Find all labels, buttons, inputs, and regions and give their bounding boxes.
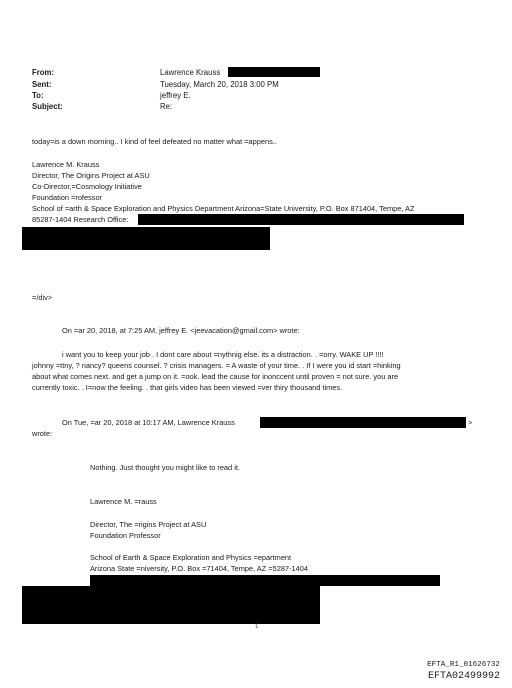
quote1-line: currently toxic. . I=now the feeling. . that girls video has been viewed =ver thiry thousand times.: [32, 383, 343, 392]
sig1-line: 85287-1404 Research Office:: [32, 215, 129, 224]
quote2-header: On Tue, =ar 20, 2018 at 10:17 AM, Lawrence Krauss: [62, 418, 235, 427]
sent-value: Tuesday, March 20, 2018 3:00 PM: [160, 80, 279, 89]
sig2-address: Arizona State =niversity, P.O. Box =71404, Tempe, AZ =5287-1404: [90, 564, 308, 573]
quote2-wrote: wrote:: [32, 429, 53, 438]
sig1-line: School of =arth & Space Exploration and Physics Department Arizona=State University, P.O. Box 871404, Tempe, AZ: [32, 204, 415, 213]
subject-value: Re:: [160, 102, 173, 111]
quote1-line: johnny =ttny, ? nancy? queens counsel. ? crisis managers. = A waste of your time. . If I were you id start =hinking: [32, 361, 401, 370]
sig1-line: Lawrence M. Krauss: [32, 160, 100, 169]
div-tag-text: =/div>: [32, 293, 53, 302]
quote1-line: i want you to keep your job . I dont care about =nythnig else. its a distraction. . =orry. WAKE UP !!!!: [62, 350, 384, 359]
to-label: To:: [32, 91, 44, 100]
sent-label: Sent:: [32, 80, 52, 89]
quote1-header: On =ar 20, 2018, at 7:25 AM, jeffrey E. <jeevacation@gmail.com> wrote:: [62, 326, 300, 335]
redaction-bar-2: [90, 575, 440, 586]
from-label: From:: [32, 68, 55, 77]
page-mark: 1: [255, 624, 259, 630]
footer-ref-1: EFTA_R1_01626732: [427, 661, 500, 669]
redaction-block-2: [22, 586, 320, 624]
redaction-krauss-email: [260, 417, 466, 428]
footer-ref-2: EFTA02499992: [427, 671, 500, 682]
sig2-line: Director, The =rigins Project at ASU: [90, 520, 207, 529]
sig1-line: Director, The Origins Project at ASU: [32, 171, 150, 180]
sig1-line: Foundation =rofessor: [32, 193, 103, 202]
redaction-from: [228, 67, 320, 77]
redaction-block-1: [22, 227, 270, 250]
quote2-gt: >: [468, 418, 473, 427]
sig2-name: Lawrence M. =rauss: [90, 497, 157, 506]
quote2-message: Nothing. Just thought you might like to read it.: [90, 463, 240, 472]
quote1-line: about what comes next. and get a jump on it. =ook. lead the cause for inonccent until proven = not sure. you are: [32, 372, 399, 381]
redaction-research-office: [138, 214, 464, 225]
subject-label: Subject:: [32, 102, 63, 111]
sig1-line: Co-Director,=Cosmology Initiative: [32, 182, 142, 191]
sig2-address: School of Earth & Space Exploration and Physics =epartment: [90, 553, 292, 562]
from-value: Lawrence Krauss: [160, 68, 221, 77]
sig2-line: Foundation Professor: [90, 531, 161, 540]
opening-line: today=is a down morning.. I kind of feel defeated no matter what =appens..: [32, 137, 277, 146]
to-value: jeffrey E.: [160, 91, 191, 100]
